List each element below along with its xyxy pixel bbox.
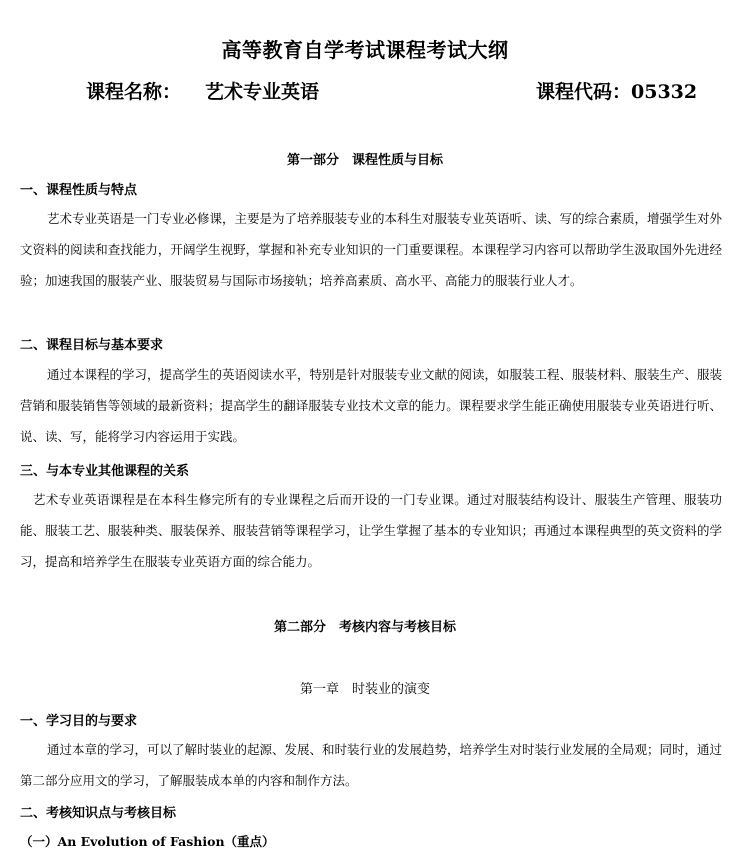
course-name-value: 艺术专业英语 bbox=[205, 81, 320, 103]
section-heading: 二、考核知识点与考核目标 bbox=[20, 806, 177, 821]
course-code-label: 课程代码： bbox=[536, 81, 632, 103]
part1-title: 第一部分 课程性质与目标 bbox=[286, 153, 443, 168]
course-code bbox=[536, 77, 697, 104]
section-heading: 二、课程目标与基本要求 bbox=[20, 338, 164, 353]
course-name bbox=[86, 77, 319, 104]
section-heading: 三、与本专业其他课程的关系 bbox=[20, 464, 190, 479]
course-name-label: 课程名称： bbox=[86, 81, 182, 103]
part2-title: 第二部分 考核内容与考核目标 bbox=[273, 620, 456, 635]
section-paragraph: 艺术专业英语课程是在本科生修完所有的专业课程之后而开设的一门专业课。通过对服装结构设计、服装生产管理、服装功能、服装工艺、服装种类、服装保养、服装营销等课程学习，让学生掌握了基本的专业知识；再通过本课程典型的英文资料的学习，提高和培养学生在服装专业英语方面的综合能力。 bbox=[20, 492, 722, 569]
course-code-value: 05332 bbox=[631, 81, 698, 103]
section-heading: 一、学习目的与要求 bbox=[20, 714, 138, 729]
section-paragraph: 艺术专业英语是一门专业必修课，主要是为了培养服装专业的本科生对服装专业英语听、读、写的综合素质，增强学生对外文资料的阅读和查找能力，开阔学生视野，掌握和补充专业知识的一门重要课程。本课程学习内容可以帮助学生汲取国外先进经验；加速我国的服装产业、服装贸易与国际市场接轨；培养高素质、高水平、高能力的服装行业人才。 bbox=[20, 211, 723, 288]
section-heading: 一、课程性质与特点 bbox=[20, 183, 138, 198]
section-paragraph: 通过本章的学习，可以了解时装业的起源、发展、和时装行业的发展趋势，培养学生对时装行业发展的全局观；同时，通过第二部分应用文的学习，了解服装成本单的内容和制作方法。 bbox=[20, 742, 723, 788]
section-paragraph: 通过本课程的学习，提高学生的英语阅读水平，特别是针对服装专业文献的阅读，如服装工程、服装材料、服装生产、服装营销和服装销售等领域的最新资料；提高学生的翻译服装专业技术文章的能力。课程要求学生能正确使用服装专业英语进行听、说、读、写，能将学习内容运用于实践。 bbox=[20, 367, 723, 444]
knowledge-point-subheading: （一）An Evolution of Fashion（重点） bbox=[20, 834, 275, 849]
document-title: 高等教育自学考试课程考试大纲 bbox=[221, 38, 509, 62]
chapter-title: 第一章 时装业的演变 bbox=[299, 682, 430, 697]
